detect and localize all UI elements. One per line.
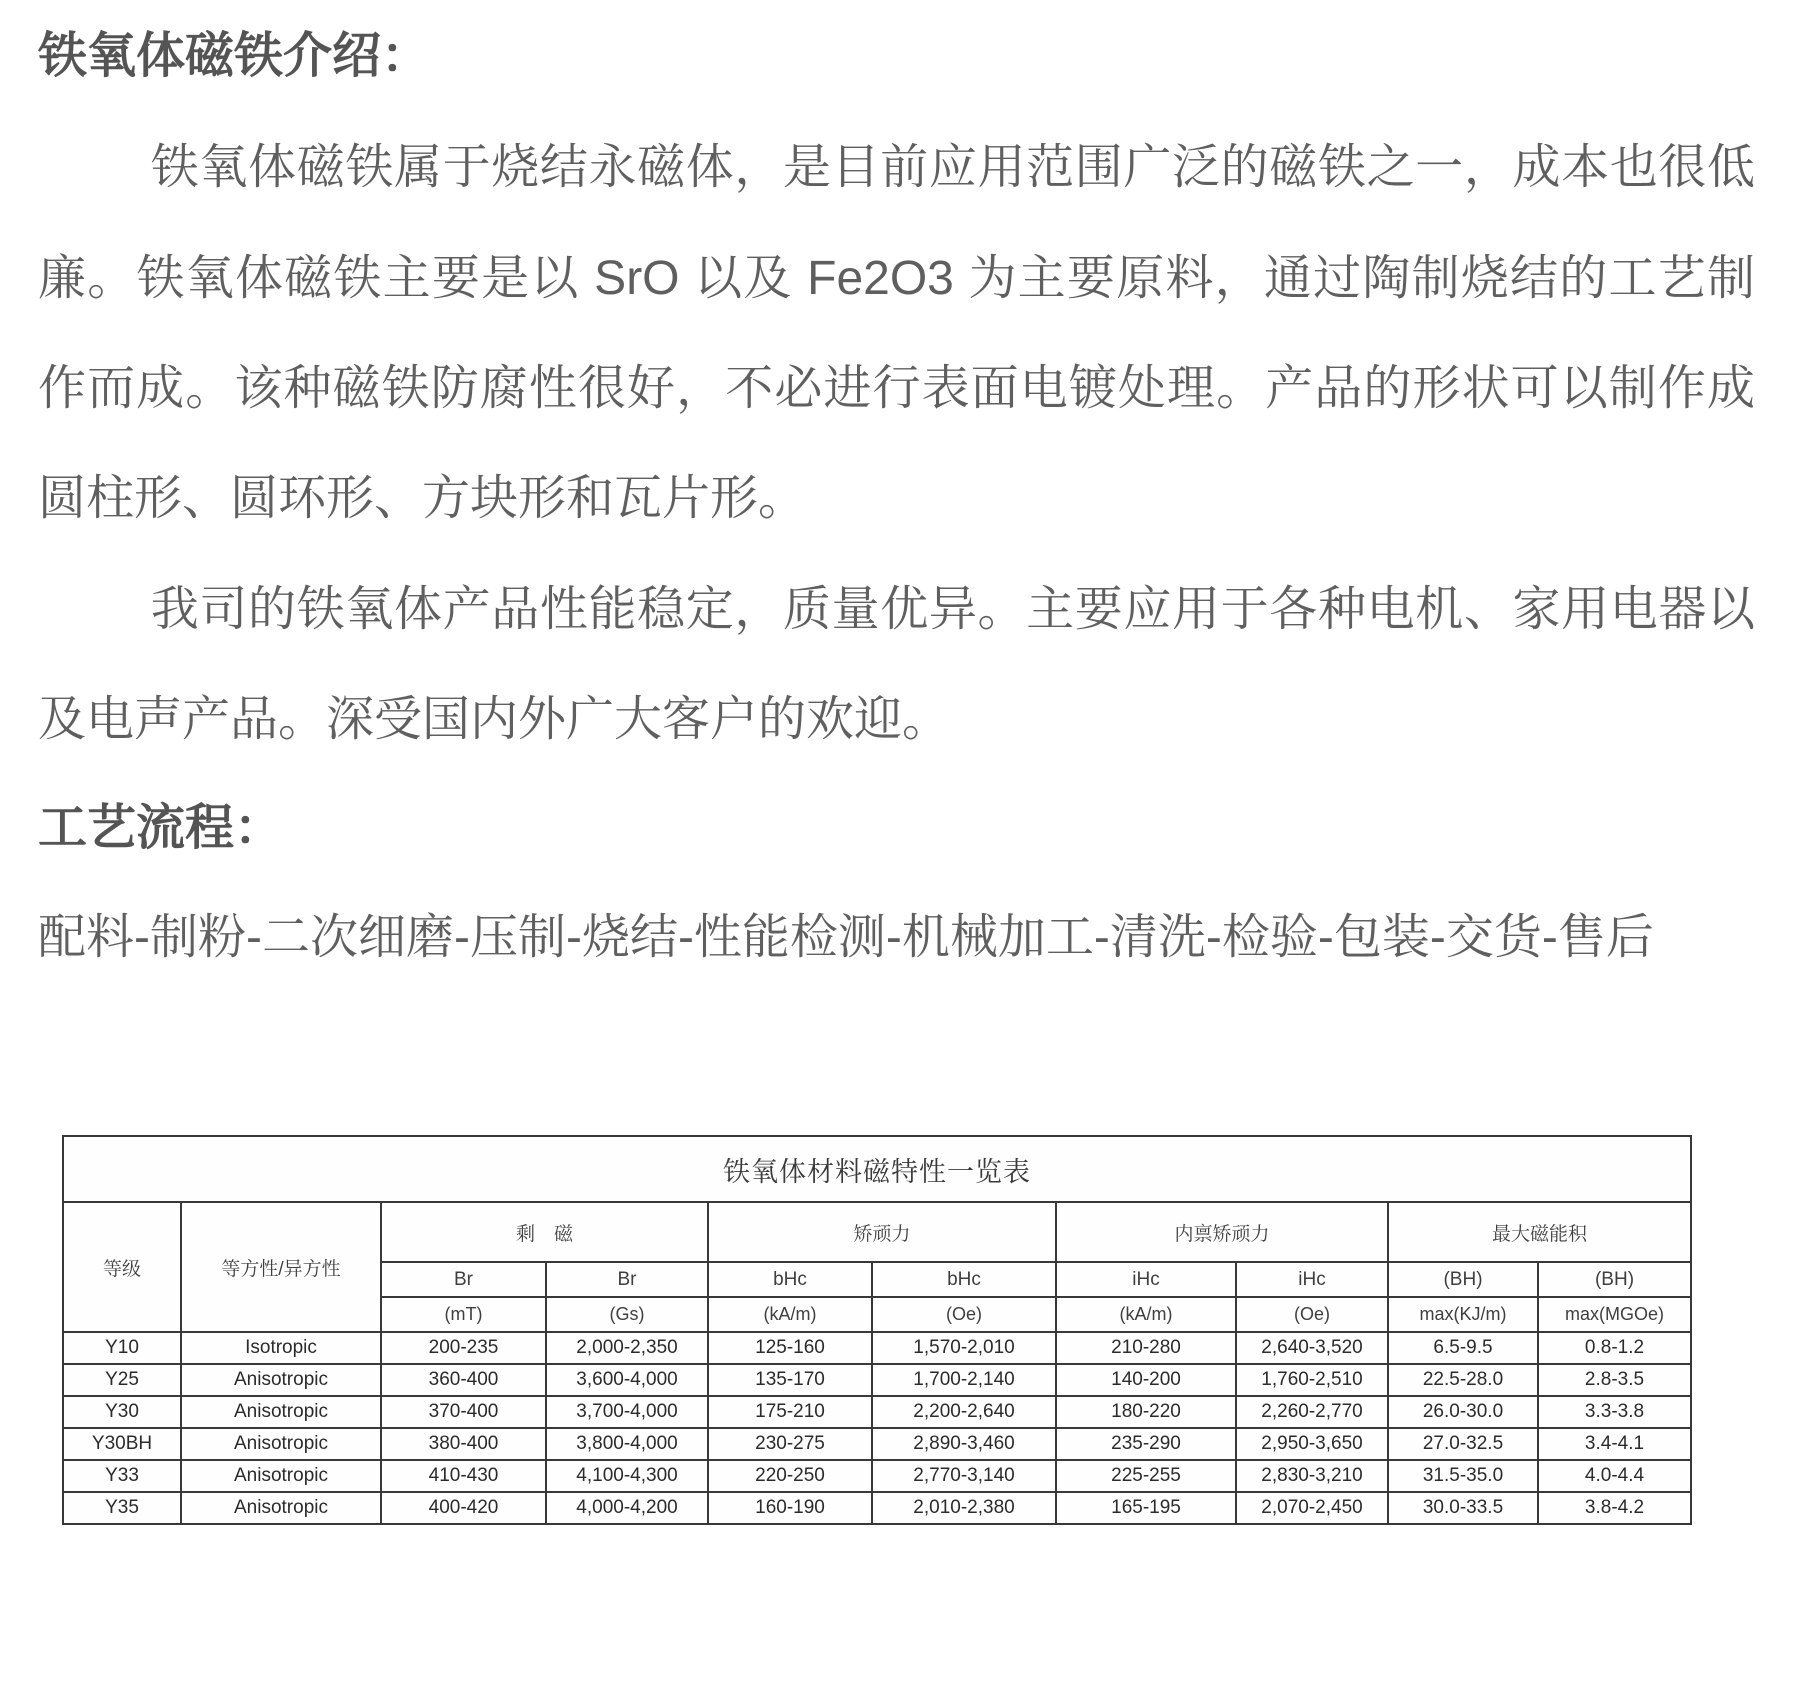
grade-cell: Y25 bbox=[63, 1364, 181, 1396]
value-cell: 1,760-2,510 bbox=[1236, 1364, 1388, 1396]
value-cell: 1,570-2,010 bbox=[872, 1332, 1056, 1364]
value-cell: 2,200-2,640 bbox=[872, 1396, 1056, 1428]
col-header-br-mt: Br bbox=[381, 1262, 546, 1297]
table-row bbox=[63, 1396, 1691, 1428]
grade-cell: Y30BH bbox=[63, 1428, 181, 1460]
value-cell: 180-220 bbox=[1056, 1396, 1236, 1428]
intro-section-heading: 铁氧体磁铁介绍： bbox=[38, 29, 431, 83]
value-cell: 380-400 bbox=[381, 1428, 546, 1460]
unit-bhc-oe: (Oe) bbox=[872, 1297, 1056, 1332]
col-header-bhc-oe: bHc bbox=[872, 1262, 1056, 1297]
unit-br-gs: (Gs) bbox=[546, 1297, 708, 1332]
value-cell: 3.3-3.8 bbox=[1538, 1396, 1691, 1428]
table-row bbox=[63, 1492, 1691, 1524]
value-cell: 4.0-4.4 bbox=[1538, 1460, 1691, 1492]
value-cell: 175-210 bbox=[708, 1396, 872, 1428]
value-cell: 230-275 bbox=[708, 1428, 872, 1460]
unit-br-mt: (mT) bbox=[381, 1297, 546, 1332]
value-cell: 22.5-28.0 bbox=[1388, 1364, 1538, 1396]
unit-bh-kjm: max(KJ/m) bbox=[1388, 1297, 1538, 1332]
unit-ihc-oe: (Oe) bbox=[1236, 1297, 1388, 1332]
col-header-isotropy: 等方性/异方性 bbox=[181, 1202, 381, 1332]
col-header-bh-kjm: (BH) bbox=[1388, 1262, 1538, 1297]
value-cell: 0.8-1.2 bbox=[1538, 1332, 1691, 1364]
value-cell: 2,950-3,650 bbox=[1236, 1428, 1388, 1460]
table-row bbox=[63, 1364, 1691, 1396]
value-cell: 200-235 bbox=[381, 1332, 546, 1364]
value-cell: 370-400 bbox=[381, 1396, 546, 1428]
table-body bbox=[63, 1332, 1691, 1524]
value-cell: 2,830-3,210 bbox=[1236, 1460, 1388, 1492]
value-cell: 6.5-9.5 bbox=[1388, 1332, 1538, 1364]
isotropy-cell: Anisotropic bbox=[181, 1364, 381, 1396]
value-cell: 4,100-4,300 bbox=[546, 1460, 708, 1492]
value-cell: 235-290 bbox=[1056, 1428, 1236, 1460]
table-row bbox=[63, 1460, 1691, 1492]
grade-cell: Y33 bbox=[63, 1460, 181, 1492]
process-section-heading: 工艺流程： bbox=[38, 800, 284, 855]
value-cell: 2,070-2,450 bbox=[1236, 1492, 1388, 1524]
table-group-header-row bbox=[63, 1202, 1691, 1262]
value-cell: 31.5-35.0 bbox=[1388, 1460, 1538, 1492]
isotropy-cell: Isotropic bbox=[181, 1332, 381, 1364]
unit-ihc-kam: (kA/m) bbox=[1056, 1297, 1236, 1332]
value-cell: 125-160 bbox=[708, 1332, 872, 1364]
col-header-bh-mgoe: (BH) bbox=[1538, 1262, 1691, 1297]
isotropy-cell: Anisotropic bbox=[181, 1460, 381, 1492]
grade-cell: Y35 bbox=[63, 1492, 181, 1524]
value-cell: 2,010-2,380 bbox=[872, 1492, 1056, 1524]
isotropy-cell: Anisotropic bbox=[181, 1396, 381, 1428]
value-cell: 26.0-30.0 bbox=[1388, 1396, 1538, 1428]
process-flow-text: 配料-制粉-二次细磨-压制-烧结-性能检测-机械加工-清洗-检验-包装-交货-售后 bbox=[38, 910, 1654, 964]
table-header bbox=[63, 1136, 1691, 1332]
value-cell: 165-195 bbox=[1056, 1492, 1236, 1524]
isotropy-cell: Anisotropic bbox=[181, 1492, 381, 1524]
value-cell: 2,890-3,460 bbox=[872, 1428, 1056, 1460]
table-row bbox=[63, 1428, 1691, 1460]
value-cell: 160-190 bbox=[708, 1492, 872, 1524]
value-cell: 220-250 bbox=[708, 1460, 872, 1492]
value-cell: 3,800-4,000 bbox=[546, 1428, 708, 1460]
value-cell: 27.0-32.5 bbox=[1388, 1428, 1538, 1460]
intro-paragraph-2: 我司的铁氧体产品性能稳定，质量优异。主要应用于各种电机、家用电器以及电声产品。深受国内外广大客户的欢迎。 bbox=[38, 582, 1755, 747]
value-cell: 3.8-4.2 bbox=[1538, 1492, 1691, 1524]
value-cell: 1,700-2,140 bbox=[872, 1364, 1056, 1396]
value-cell: 3,600-4,000 bbox=[546, 1364, 708, 1396]
table-row bbox=[63, 1332, 1691, 1364]
value-cell: 30.0-33.5 bbox=[1388, 1492, 1538, 1524]
col-group-remanence: 剩 磁 bbox=[381, 1202, 708, 1262]
col-group-coercivity: 矫顽力 bbox=[708, 1202, 1056, 1262]
col-header-ihc-oe: iHc bbox=[1236, 1262, 1388, 1297]
value-cell: 2,770-3,140 bbox=[872, 1460, 1056, 1492]
col-header-grade: 等级 bbox=[63, 1202, 181, 1332]
value-cell: 135-170 bbox=[708, 1364, 872, 1396]
unit-bhc-kam: (kA/m) bbox=[708, 1297, 872, 1332]
grade-cell: Y10 bbox=[63, 1332, 181, 1364]
value-cell: 3,700-4,000 bbox=[546, 1396, 708, 1428]
value-cell: 4,000-4,200 bbox=[546, 1492, 708, 1524]
value-cell: 2,000-2,350 bbox=[546, 1332, 708, 1364]
table-title: 铁氧体材料磁特性一览表 bbox=[63, 1136, 1691, 1202]
value-cell: 410-430 bbox=[381, 1460, 546, 1492]
magnetic-properties-table bbox=[62, 1135, 1692, 1525]
value-cell: 225-255 bbox=[1056, 1460, 1236, 1492]
unit-bh-mgoe: max(MGOe) bbox=[1538, 1297, 1691, 1332]
value-cell: 140-200 bbox=[1056, 1364, 1236, 1396]
col-header-ihc-kam: iHc bbox=[1056, 1262, 1236, 1297]
value-cell: 2,260-2,770 bbox=[1236, 1396, 1388, 1428]
value-cell: 360-400 bbox=[381, 1364, 546, 1396]
col-group-max-energy-product: 最大磁能积 bbox=[1388, 1202, 1691, 1262]
value-cell: 2,640-3,520 bbox=[1236, 1332, 1388, 1364]
value-cell: 210-280 bbox=[1056, 1332, 1236, 1364]
col-group-intrinsic-coercivity: 内禀矫顽力 bbox=[1056, 1202, 1388, 1262]
value-cell: 400-420 bbox=[381, 1492, 546, 1524]
intro-paragraph-1: 铁氧体磁铁属于烧结永磁体，是目前应用范围广泛的磁铁之一，成本也很低廉。铁氧体磁铁主要是以 SrO 以及 Fe2O3 为主要原料，通过陶制烧结的工艺制作而成。该种磁铁防腐性很好，不必进行表面电镀处理。产品的形状可以制作成圆柱形、圆环形、方块形和瓦片形。 bbox=[38, 141, 1755, 526]
value-cell: 2.8-3.5 bbox=[1538, 1364, 1691, 1396]
col-header-br-gs: Br bbox=[546, 1262, 708, 1297]
col-header-bhc-kam: bHc bbox=[708, 1262, 872, 1297]
isotropy-cell: Anisotropic bbox=[181, 1428, 381, 1460]
table-title-row bbox=[63, 1136, 1691, 1202]
value-cell: 3.4-4.1 bbox=[1538, 1428, 1691, 1460]
grade-cell: Y30 bbox=[63, 1396, 181, 1428]
